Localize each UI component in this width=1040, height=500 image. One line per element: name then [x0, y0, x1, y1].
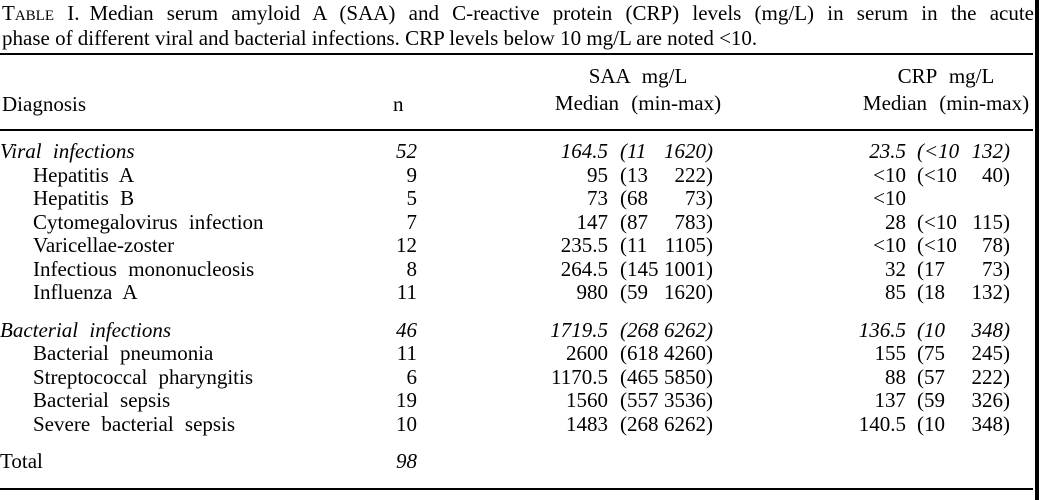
saa-minmax-cell	[608, 140, 713, 164]
diagnosis-cell: Influenza A	[33, 281, 138, 304]
n-cell: 46	[396, 317, 417, 342]
saa-median-cell: 1170.5	[551, 364, 608, 389]
crp-min-value: (57	[917, 364, 945, 389]
table-row	[0, 187, 1040, 211]
saa-median-cell: 1719.5	[550, 317, 608, 342]
saa-max-value: 4260)	[664, 341, 713, 365]
saa-minmax-cell	[608, 389, 713, 413]
diagnosis-cell: Total	[0, 450, 43, 473]
crp-median-cell: 88	[885, 364, 906, 389]
crp-minmax-cell	[906, 366, 1010, 390]
saa-max-value: 5850)	[664, 364, 713, 389]
n-cell: 52	[396, 139, 417, 163]
crp-max-value: 78)	[982, 233, 1010, 257]
n-cell: 11	[396, 280, 417, 304]
crp-median-cell: <10	[873, 233, 906, 257]
crp-max-value: 73)	[982, 256, 1010, 281]
crp-median-cell: <10	[873, 186, 906, 210]
table-row	[0, 342, 1040, 366]
column-header-n: n	[393, 92, 404, 116]
crp-max-value: 40)	[982, 162, 1010, 187]
saa-max-value: 6262)	[664, 317, 713, 342]
n-cell: 7	[406, 209, 417, 234]
crp-median-cell: 155	[874, 341, 906, 365]
n-cell: 9	[406, 162, 417, 187]
saa-max-value: 1105)	[664, 233, 713, 257]
n-cell: 11	[396, 341, 417, 365]
diagnosis-cell: Bacterial infections	[0, 318, 172, 342]
n-cell: 8	[406, 256, 417, 281]
bottom-rule	[0, 488, 1033, 490]
saa-median-cell: 1483	[566, 411, 608, 436]
saa-min-value: (11	[620, 139, 647, 163]
top-rule	[0, 53, 1033, 55]
saa-header-median: Median (min-max)	[554, 91, 722, 115]
saa-median-cell: 1560	[566, 388, 608, 412]
saa-max-value: 1620)	[664, 280, 713, 304]
saa-median-cell: 235.5	[560, 233, 608, 257]
saa-min-value: (268	[620, 317, 659, 342]
table-row	[0, 234, 1040, 258]
crp-min-value: (<10	[917, 162, 957, 187]
crp-median-cell: 23.5	[869, 139, 906, 163]
diagnosis-cell: Streptococcal pharyngitis	[33, 365, 254, 389]
crp-max-value: 132)	[971, 139, 1010, 163]
crp-max-value: 132)	[971, 280, 1010, 304]
diagnosis-cell: Hepatitis A	[33, 163, 135, 187]
crp-max-value: 245)	[971, 341, 1010, 365]
crp-median-cell: 137	[874, 388, 906, 412]
crp-median-cell: 28	[885, 209, 906, 234]
saa-max-value: 3536)	[664, 388, 713, 412]
saa-min-value: (87	[620, 209, 648, 234]
saa-minmax-cell	[608, 342, 713, 366]
table-row	[0, 140, 1040, 164]
crp-header-median: Median (min-max)	[862, 91, 1030, 115]
saa-min-value: (557	[620, 388, 659, 412]
crp-minmax-cell	[906, 211, 1010, 235]
diagnosis-cell: Cytomegalovirus infection	[33, 210, 264, 234]
column-header-crp	[857, 63, 1035, 117]
crp-min-value: (10	[917, 411, 945, 436]
table-row	[0, 319, 1040, 343]
crp-max-value: 348)	[971, 317, 1010, 342]
saa-max-value: 6262)	[664, 411, 713, 436]
saa-minmax-cell	[608, 258, 713, 282]
crp-min-value: (<10	[917, 139, 960, 163]
crp-median-cell: 32	[885, 256, 906, 281]
crp-minmax-cell	[906, 258, 1010, 282]
crp-min-value: (59	[917, 388, 945, 412]
table-row	[0, 258, 1040, 282]
table-body	[0, 140, 1040, 474]
crp-minmax-cell	[906, 281, 1010, 305]
saa-min-value: (13	[620, 162, 648, 187]
column-header-diagnosis: Diagnosis	[2, 92, 86, 116]
saa-min-value: (59	[620, 280, 648, 304]
saa-median-cell: 164.5	[560, 139, 608, 163]
table-row	[0, 413, 1040, 437]
n-cell: 12	[396, 233, 417, 257]
saa-minmax-cell	[608, 164, 713, 188]
table-row	[0, 366, 1040, 390]
saa-min-value: (268	[620, 411, 659, 436]
saa-min-value: (68	[620, 186, 648, 210]
crp-min-value: (75	[917, 341, 945, 365]
crp-median-cell: 140.5	[858, 411, 906, 436]
saa-minmax-cell	[608, 319, 713, 343]
saa-max-value: 783)	[674, 209, 713, 234]
header-rule	[0, 129, 1033, 131]
crp-median-cell: <10	[873, 162, 906, 187]
crp-minmax-cell	[906, 319, 1010, 343]
n-cell: 6	[406, 364, 417, 389]
crp-minmax-cell	[906, 234, 1010, 258]
table-row	[0, 281, 1040, 305]
scan-edge-line	[1035, 0, 1039, 500]
saa-max-value: 1001)	[664, 256, 713, 281]
table-row	[0, 164, 1040, 188]
crp-median-cell: 136.5	[858, 317, 906, 342]
saa-median-cell: 264.5	[560, 256, 608, 281]
crp-min-value: (<10	[917, 233, 957, 257]
crp-header-unit: CRP mg/L	[897, 64, 995, 88]
table-row	[0, 211, 1040, 235]
crp-min-value: (17	[917, 256, 945, 281]
crp-minmax-cell	[906, 342, 1010, 366]
saa-minmax-cell	[608, 211, 713, 235]
saa-median-cell: 147	[576, 209, 608, 234]
crp-min-value: (18	[917, 280, 945, 304]
saa-max-value: 222)	[674, 162, 713, 187]
diagnosis-cell: Varicellae-zoster	[33, 234, 175, 257]
diagnosis-cell: Severe bacterial sepsis	[33, 412, 236, 436]
saa-min-value: (618	[620, 341, 659, 365]
saa-minmax-cell	[608, 413, 713, 437]
column-header-saa	[549, 63, 727, 117]
saa-min-value: (145	[620, 256, 659, 281]
saa-median-cell: 2600	[566, 341, 608, 365]
table-number-label: Table I.	[2, 1, 80, 25]
saa-minmax-cell	[608, 187, 713, 211]
crp-minmax-cell	[906, 389, 1010, 413]
saa-min-value: (11	[620, 233, 648, 257]
n-cell: 5	[406, 186, 417, 210]
diagnosis-cell: Infectious mononucleosis	[33, 257, 255, 281]
crp-minmax-cell	[906, 164, 1010, 188]
saa-minmax-cell	[608, 234, 713, 258]
table-caption	[2, 1, 1034, 50]
crp-max-value: 222)	[971, 364, 1010, 389]
n-cell: 98	[396, 449, 417, 473]
saa-median-cell: 95	[587, 162, 608, 187]
caption-line2: phase of different viral and bacterial infections. CRP levels below 10 mg/L are noted <10.	[2, 25, 758, 50]
saa-max-value: 73)	[685, 186, 713, 210]
crp-median-cell: 85	[885, 280, 906, 304]
crp-max-value: 348)	[971, 411, 1010, 436]
saa-min-value: (465	[620, 364, 659, 389]
n-cell: 10	[396, 411, 417, 436]
caption-line1	[2, 1, 1034, 26]
diagnosis-cell: Bacterial sepsis	[33, 389, 171, 412]
saa-minmax-cell	[608, 366, 713, 390]
crp-min-value: (10	[917, 317, 945, 342]
saa-median-cell: 73	[587, 186, 608, 210]
crp-minmax-cell	[906, 140, 1010, 164]
n-cell: 19	[396, 388, 417, 412]
diagnosis-cell: Viral infections	[0, 140, 135, 163]
crp-minmax-cell	[906, 413, 1010, 437]
crp-max-value: 326)	[971, 388, 1010, 412]
saa-header-unit: SAA mg/L	[588, 64, 688, 88]
crp-min-value: (<10	[917, 209, 957, 234]
saa-max-value: 1620)	[664, 139, 713, 163]
crp-max-value: 115)	[972, 209, 1010, 234]
table-row	[0, 389, 1040, 413]
saa-median-cell: 980	[576, 280, 608, 304]
diagnosis-cell: Bacterial pneumonia	[33, 342, 214, 365]
saa-minmax-cell	[608, 281, 713, 305]
caption-text-line1: Median serum amyloid A (SAA) and C-reactive protein (CRP) levels (mg/L) in serum in the acute	[89, 1, 1035, 25]
diagnosis-cell: Hepatitis B	[33, 187, 135, 210]
table-row	[0, 450, 1040, 474]
